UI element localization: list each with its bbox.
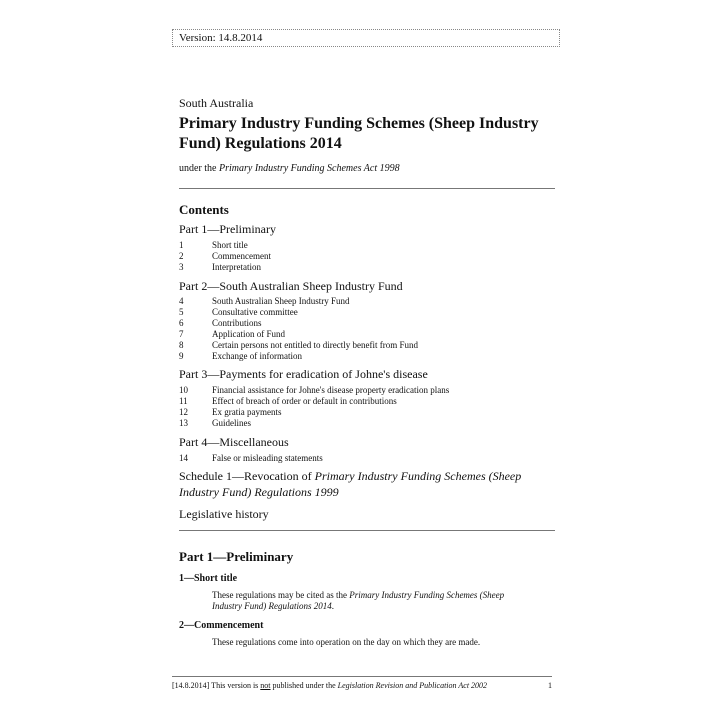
- toc-entry[interactable]: 11 Effect of breach of order or default in contributions: [179, 396, 397, 406]
- jurisdiction: South Australia: [179, 96, 254, 110]
- section-text: These regulations come into operation on the day on which they are made.: [212, 637, 481, 647]
- title-line-2: Fund) Regulations 2014: [179, 135, 342, 152]
- title-line-1: Primary Industry Funding Schemes (Sheep Industry: [179, 115, 539, 132]
- under-prefix: under the: [179, 163, 219, 174]
- toc-part-heading[interactable]: Part 3—Payments for eradication of Johne's disease: [179, 367, 428, 381]
- toc-legislative-history[interactable]: Legislative history: [179, 507, 269, 521]
- toc-entry[interactable]: 14 False or misleading statements: [179, 453, 323, 463]
- toc-entry[interactable]: 12 Ex gratia payments: [179, 407, 282, 417]
- section-heading: 1—Short title: [179, 573, 238, 584]
- under-act: Primary Industry Funding Schemes Act 1998: [219, 163, 400, 174]
- toc-schedule[interactable]: Schedule 1—Revocation of Primary Industry Funding Schemes (Sheep Industry Fund) Regulations 1999: [179, 469, 522, 499]
- toc-part-heading[interactable]: Part 1—Preliminary: [179, 222, 276, 236]
- document-title: [179, 114, 555, 154]
- toc-entry[interactable]: 10 Financial assistance for Johne's disease property eradication plans: [179, 385, 450, 395]
- toc-entry[interactable]: 4 South Australian Sheep Industry Fund: [179, 296, 350, 306]
- section-heading: 2—Commencement: [179, 620, 264, 631]
- toc-entry[interactable]: 9 Exchange of information: [179, 351, 302, 361]
- toc-part-heading[interactable]: Part 2—South Australian Sheep Industry Fund: [179, 279, 403, 293]
- enabling-act: [179, 163, 555, 174]
- contents-heading: Contents: [179, 202, 229, 217]
- toc-entry[interactable]: 7 Application of Fund: [179, 329, 285, 339]
- toc-entry[interactable]: 6 Contributions: [179, 318, 262, 328]
- toc-entry[interactable]: 3 Interpretation: [179, 262, 261, 272]
- toc-entry[interactable]: 2 Commencement: [179, 251, 271, 261]
- toc-entry[interactable]: 13 Guidelines: [179, 418, 251, 428]
- divider: [179, 188, 555, 189]
- page-number: 1: [548, 681, 552, 690]
- divider: [179, 530, 555, 531]
- toc-entry[interactable]: 8 Certain persons not entitled to directly benefit from Fund: [179, 340, 418, 350]
- toc-part-heading[interactable]: Part 4—Miscellaneous: [179, 435, 289, 449]
- toc-entry[interactable]: 5 Consultative committee: [179, 307, 298, 317]
- footer: [14.8.2014] This version is not published under the Legislation Revision and Publication Act 2002 1: [172, 681, 552, 690]
- toc-entry[interactable]: 1 Short title: [179, 240, 248, 250]
- footer-divider: [172, 676, 552, 677]
- section-text: These regulations may be cited as the Primary Industry Funding Schemes (Sheep Industry Fund) Regulations 2014.: [212, 590, 505, 611]
- version-label: Version: 14.8.2014: [172, 29, 560, 47]
- body-part-heading: Part 1—Preliminary: [179, 549, 294, 564]
